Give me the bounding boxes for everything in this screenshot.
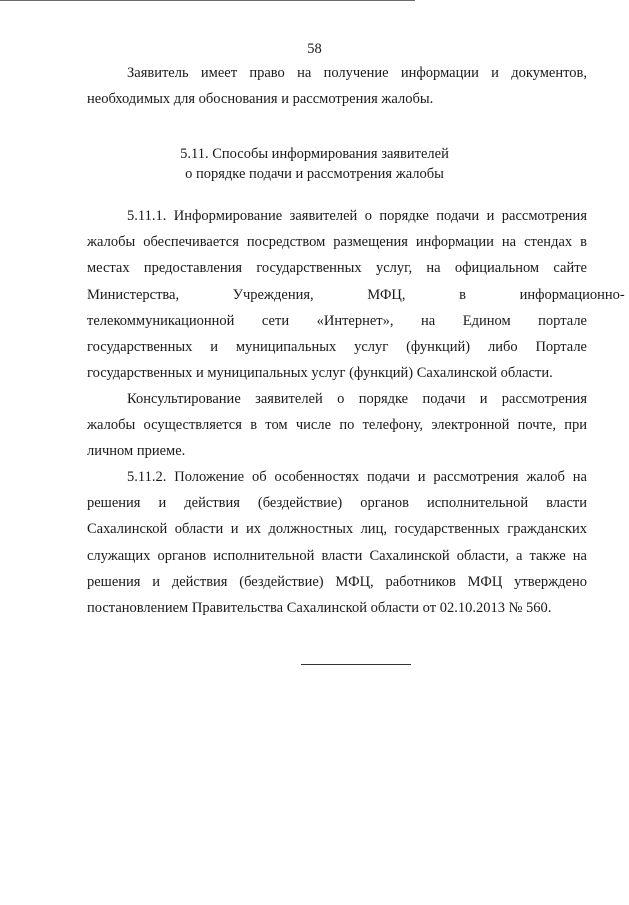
intro-paragraph (87, 60, 587, 112)
p3-line-6: постановлением Правительства Сахалинской области от 02.10.2013 № 560. (87, 600, 552, 617)
p2-line-2: жалобы осуществляется в том числе по телефону, электронной почте, при (87, 417, 587, 434)
p1-line-3: местах предоставления государственных услуг, на официальном сайте (87, 260, 587, 277)
intro-line-2: необходимых для обоснования и рассмотрения жалобы. (87, 91, 434, 108)
p1-line-5: телекоммуникационной сети «Интернет», на Едином портале (87, 312, 587, 329)
paragraph-5-11-1 (87, 203, 625, 386)
p2-line-3: личном приеме. (87, 443, 186, 460)
p1-line-4: Министерства, Учреждения, МФЦ, в информационно- (87, 286, 625, 303)
p1-line-1: 5.11.1. Информирование заявителей о порядке подачи и рассмотрения (127, 208, 587, 224)
end-of-text-rule (301, 664, 411, 665)
p1-line-6: государственных и муниципальных услуг (функций) либо Портале (87, 339, 587, 356)
p3-line-5: решения и действия (бездействие) МФЦ, работников МФЦ утверждено (87, 573, 587, 590)
p1-line-2: жалобы обеспечивается посредством размещения информации на стендах в (87, 234, 587, 251)
p2-line-1: Консультирование заявителей о порядке подачи и рассмотрения (127, 391, 587, 407)
p1-line-7: государственных и муниципальных услуг (функций) Сахалинской области. (87, 365, 553, 382)
p3-line-1: 5.11.2. Положение об особенностях подачи и рассмотрения жалоб на (127, 469, 587, 485)
paragraph-consulting (87, 386, 587, 465)
section-heading-line-2: о порядке подачи и рассмотрения жалобы (185, 166, 444, 182)
top-edge-rule (0, 0, 415, 1)
section-heading-line-1: 5.11. Способы информирования заявителей (180, 146, 449, 162)
intro-line-1: Заявитель имеет право на получение информации и документов, (127, 65, 587, 81)
p3-line-4: служащих органов исполнительной власти Сахалинской области, а также на (87, 547, 587, 564)
p3-line-2: решения и действия (бездействие) органов исполнительной власти (87, 495, 587, 512)
p3-line-3: Сахалинской области и их должностных лиц, государственных гражданских (87, 521, 587, 538)
page-number: 58 (307, 41, 322, 57)
paragraph-5-11-2 (87, 464, 587, 621)
